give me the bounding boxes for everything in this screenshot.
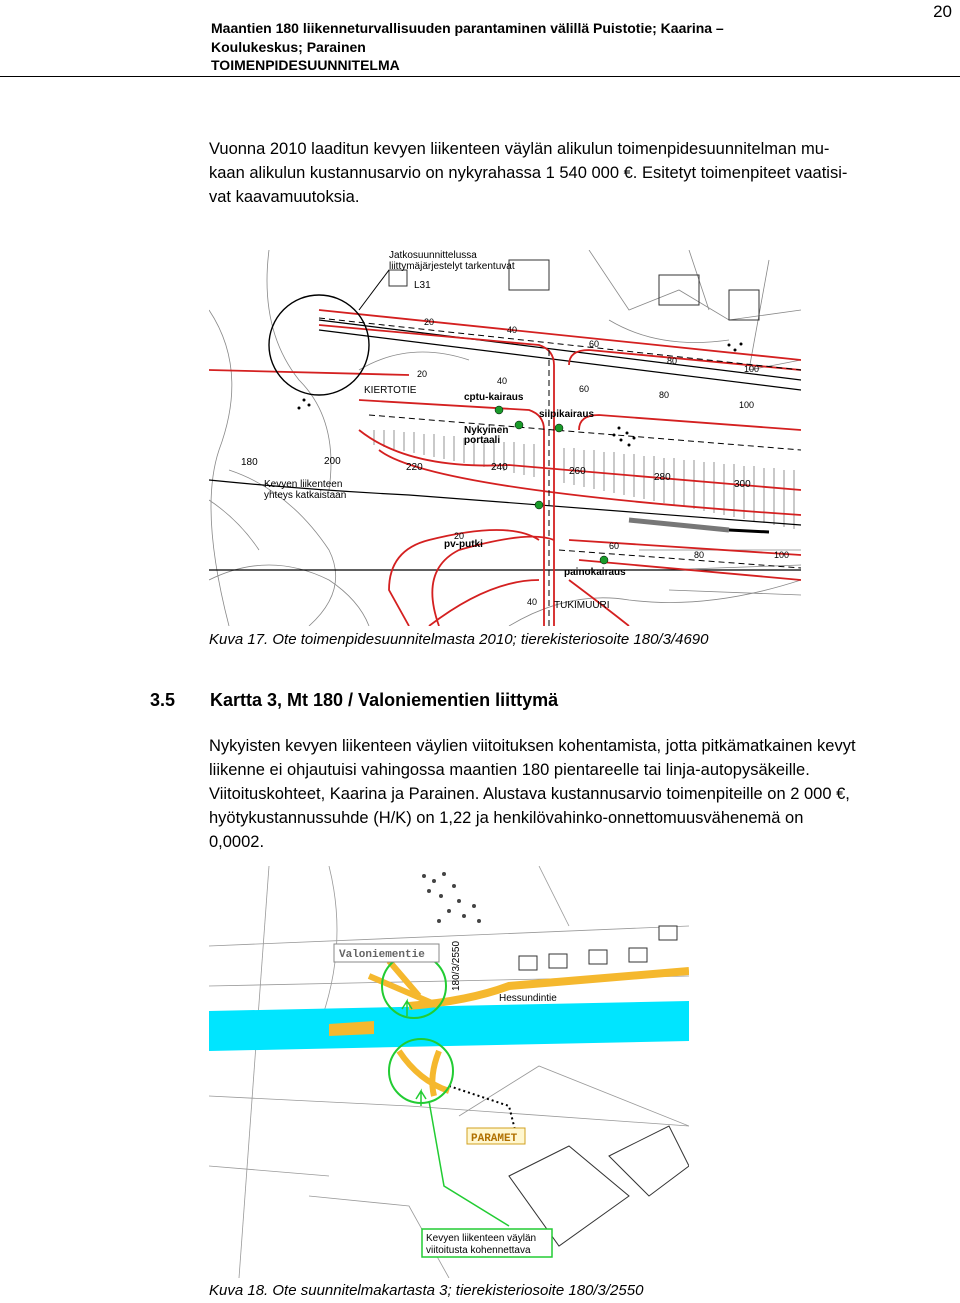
body-line: Nykyisten kevyen liikenteen väylien viitoituksen kohentamista, jotta pitkämatkainen kevyt <box>209 737 856 755</box>
chainage-label: 40 <box>507 325 518 335</box>
body-paragraph <box>209 734 959 854</box>
kevyen-label: yhteys katkaistaan <box>264 490 347 501</box>
valoniementie-label: Valoniementie <box>339 949 425 961</box>
chainage-label: 80 <box>659 390 670 400</box>
road-code-label: 180/3/2550 <box>451 940 462 991</box>
section-number: 3.5 <box>150 690 176 710</box>
figure-18-map <box>209 866 689 1278</box>
kevyen-label: Kevyen liikenteen <box>264 479 343 490</box>
header-document-type: TOIMENPIDESUUNNITELMA <box>211 57 400 73</box>
tukimuuri-label: TUKIMUURI <box>554 600 610 611</box>
figure-18-caption: Kuva 18. Ote suunnitelmakartasta 3; tierekisteriosoite 180/3/2550 <box>209 1282 644 1299</box>
station-label: 200 <box>324 456 341 467</box>
intro-line: kaan alikulun kustannusarvio on nykyrahassa 1 540 000 €. Esitetyt toimenpiteet vaatisi- <box>209 164 848 182</box>
main-road <box>209 1001 689 1051</box>
note-text: liittymäjärjestelyt tarkentuvat <box>389 261 515 272</box>
chainage-label: 60 <box>579 384 590 394</box>
chainage-label: 80 <box>694 550 705 560</box>
station-label: 260 <box>569 466 586 477</box>
figure-18-drawing <box>209 866 689 1278</box>
page-header <box>0 0 960 77</box>
cptu-label: cptu-kairaus <box>464 392 524 403</box>
intro-line: vat kaavamuutoksia. <box>209 188 360 206</box>
station-label: 220 <box>406 462 423 473</box>
section-heading <box>150 690 558 711</box>
body-line: liikenne ei ohjautuisi vahingossa maantien 180 pientareelle tai linja-autopysäkeille. <box>209 761 810 779</box>
pv-putki-label: pv-putki <box>444 539 483 550</box>
chainage-label: 60 <box>609 541 620 551</box>
note-text: Jatkosuunnittelussa <box>389 250 477 261</box>
station-label: 240 <box>491 462 508 473</box>
chainage-label: 80 <box>667 356 678 366</box>
painokairaus-label: painokairaus <box>564 567 626 578</box>
section-title: Kartta 3, Mt 180 / Valoniementien liittymä <box>210 690 559 710</box>
nykyinen-label: Nykyinen <box>464 425 509 436</box>
chainage-label: 100 <box>739 400 755 410</box>
page-number: 20 <box>933 2 952 21</box>
chainage-label: 40 <box>527 597 538 607</box>
station-label: 280 <box>654 472 671 483</box>
body-line: hyötykustannussuhde (H/K) on 1,22 ja henkilövahinko-onnettomuusvähenemä on <box>209 809 804 827</box>
station-label: 300 <box>734 479 751 490</box>
chainage-label: 20 <box>454 531 465 541</box>
station-label: 180 <box>241 457 258 468</box>
siipikairaus-label: siipikairaus <box>539 409 595 420</box>
header-title-line1: Maantien 180 liikenneturvallisuuden parantaminen välillä Puistotie; Kaarina – <box>211 20 724 36</box>
kiertotie-label: KIERTOTIE <box>364 385 417 396</box>
chainage-label: 100 <box>744 364 760 374</box>
figure-17-map <box>209 250 801 626</box>
hessundintie-label: Hessundintie <box>499 993 557 1004</box>
chainage-label: 20 <box>424 317 435 327</box>
intro-paragraph <box>209 137 959 209</box>
map-label-l31: L31 <box>414 280 431 291</box>
header-title-line2: Koulukeskus; Parainen <box>211 39 366 55</box>
body-line: 0,0002. <box>209 833 265 851</box>
body-line: Viitoituskohteet, Kaarina ja Parainen. Alustava kustannusarvio toimenpiteille on 2 000 €, <box>209 785 850 803</box>
note-text: viitoitusta kohennettava <box>426 1245 531 1256</box>
chainage-label: 20 <box>417 369 428 379</box>
chainage-label: 40 <box>497 376 508 386</box>
portaali-label: portaali <box>464 435 501 446</box>
chainage-label: 100 <box>774 550 790 560</box>
chainage-label: 60 <box>589 339 600 349</box>
note-text: Kevyen liikenteen väylän <box>426 1233 537 1244</box>
paramet-label: PARAMET <box>471 1133 518 1145</box>
figure-17-caption: Kuva 17. Ote toimenpidesuunnitelmasta 2010; tierekisteriosoite 180/3/4690 <box>209 631 709 648</box>
intro-line: Vuonna 2010 laaditun kevyen liikenteen väylän alikulun toimenpidesuunnitelman mu- <box>209 140 830 158</box>
figure-17-drawing <box>209 250 801 626</box>
